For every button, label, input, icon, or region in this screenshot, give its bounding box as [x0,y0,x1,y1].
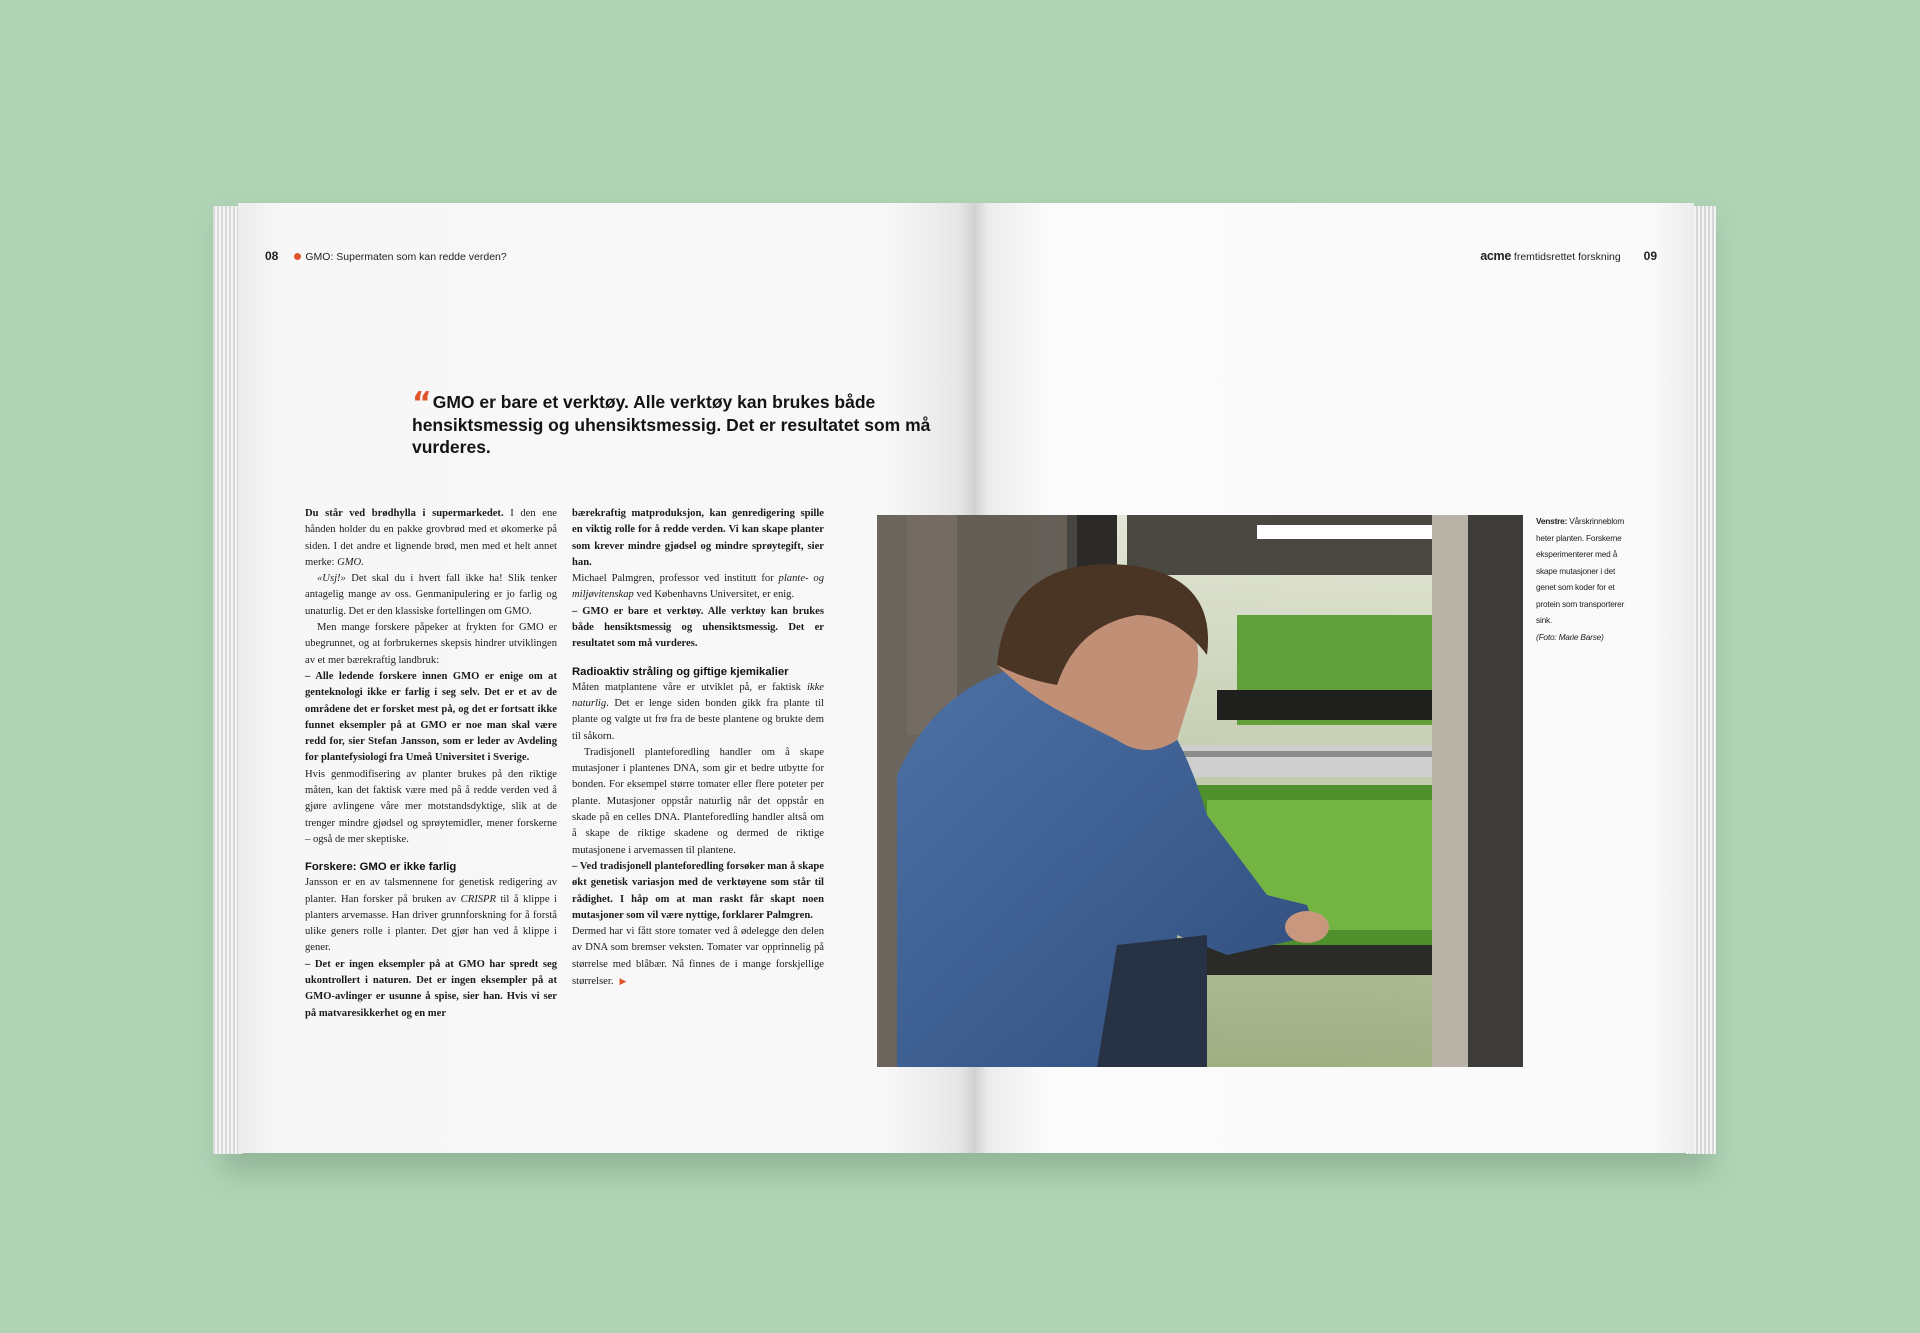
paragraph [572,571,824,604]
emphasis-text: plante- og miljøvitenskap [572,573,825,601]
paragraph: Men mange forskere påpeker at frykten for GMO er ubegrunnet, og at forbrukernes skepsis hindrer utviklingen av et mer bærekraftig landbruk: [305,622,557,666]
quote-text: – Ved tradisjonell planteforedling forsøker man å skape økt genetisk variasjon med de verktøyene som står til rådighet. I håp om at man raskt får skapt noen mutasjoner som vil være nyttige, forklarer Palmgren. [572,860,824,921]
caption-credit: (Foto: Marie Barse) [1536,631,1604,642]
quote-text: – Det er ingen eksempler på at GMO har spredt seg ukontrollert i naturen. Det er ingen eksempler på at GMO-avlinger er usunne å spise, sier han. Hvis vi ser på matvaresikkerhet og en mer [305,958,557,1019]
paragraph: Hvis genmodifisering av planter brukes på den riktige måten, kan det faktisk være med på å redde verden ved å gjøre avlingene våre mer motstandsdyktige, slik at de trenger mindre gjødsel og sprøytemidler, mener forskerne – også de mer skeptiske. [305,768,557,845]
left-page [238,203,974,1153]
emphasis-text: «Usj!» [317,573,346,585]
body-text: . Det er lenge siden bonden gikk fra plante til plante og valgte ut frø fra de beste plantene og brukte dem til såkorn. [572,697,824,742]
paragraph [305,669,557,767]
emphasis-text: CRISPR [460,893,496,905]
quote-text: – GMO er bare et verktøy. Alle verktøy kan brukes både hensiktsmessig og uhensiktsmessig. Det er resultatet som må vurderes. [572,605,824,650]
paragraph [572,604,824,653]
pull-quote-text: GMO er bare et verktøy. Alle verktøy kan brukes både hensiktsmessig og uhensiktsmessig. Det er resultatet som må vurderes. [412,392,931,457]
body-text: ved Københavns Universitet, er enig. [633,589,795,601]
emphasis-text: ikke naturlig [572,681,824,709]
paragraph [305,957,557,1022]
body-text: Måten matplantene våre er utviklet på, er faktisk [572,681,807,693]
body-text: til å klippe i planters arvemasse. Han driver grunnforskning for å forstå ulike geners rolle i planter. Det gjør han ved å klippe i gener. [305,893,557,954]
body-text: Jansson er en av talsmennene for genetisk redigering av planter. Han forsker på bruken av [305,877,557,905]
scientist-with-plants-image [877,515,1523,1067]
left-running-head [265,249,507,263]
bullet-dot-icon [294,253,301,260]
paragraph: Tradisjonell planteforedling handler om å skape mutasjoner i plantenes DNA, som gir et bedre utbytte for bonden. For eksempel større tomater eller flere poteter per plante. Mutasjoner oppstår naturlig når det oppstår en skade på en celles DNA. Planteforedling handler altså om å skape de riktige skadene og dermed de riktige mutasjonene i arvemassen til plantene. [572,746,824,856]
left-page-number: 08 [265,249,279,263]
paragraph [572,506,824,571]
pull-quote [412,386,932,459]
quote-text: bærekraftig matproduksjon, kan genredigering spille en viktig rolle for å redde verden. Vi kan skape planter som krever mindre gjødsel og mindre sprøytegift, sier han. [572,508,824,568]
brand-logo: acme [1480,249,1511,263]
paragraph [305,506,557,571]
paragraph [572,859,824,924]
body-text: Michael Palmgren, professor ved institutt for [572,573,779,585]
lead-text: Du står ved brødhylla i supermarkedet. [305,508,504,519]
subheading: Forskere: GMO er ikke farlig [305,861,457,874]
body-text: Det skal du i hvert fall ikke ha! Slik tenker antagelig mange av oss. Genmanipulering er jo farlig og unaturlig. Det er den klassiske fortellingen om GMO. [305,573,557,617]
photo-caption [1536,513,1632,645]
quote-mark-icon: “ [412,386,429,421]
subheading: Radioaktiv stråling og giftige kjemikalier [572,665,789,678]
quote-text: – Alle ledende forskere innen GMO er enige om at genteknologi ikke er farlig i seg selv. Det er et av de områdene det er forsket mest på, og det er fortsatt ikke funnet eksempler på at GMO er noe man skal være redd for, sier Stefan Jansson, som er leder av Avdeling for plantefysiologi fra Umeå Universitet i Sverige. [305,670,557,764]
paragraph [305,875,557,956]
paragraph [572,680,824,745]
caption-text: Vårskrinneblom heter planten. Forskerne eksperimenterer med å skape mutasjoner i det genet som koder for et protein som transporterer sink. [1536,516,1625,625]
article-column-2 [572,506,824,990]
end-mark-icon: ▶ [619,976,627,987]
brand-tagline: fremtidsrettet forskning [1513,251,1621,263]
caption-label: Venstre: [1536,516,1568,526]
right-running-head [1480,249,1657,263]
right-page-number: 09 [1643,249,1657,263]
body-text: Dermed har vi fått store tomater ved å ødelegge den delen av DNA som bremser veksten. Tomater var opprinnelig på størrelse med blåbær. Nå finnes de i mange forskjellige størrelser. [572,926,824,988]
body-text: I den ene hånden holder du en pakke grovbrød med et økomerke på siden. I det andre et lignende brød, men med et helt annet merke: [305,508,557,568]
section-title: GMO: Supermaten som kan redde verden? [305,251,507,263]
paragraph [305,571,557,620]
article-column-1 [305,506,557,1022]
article-photo [877,515,1523,1067]
paragraph [572,924,824,990]
emphasis-text: GMO. [337,556,364,568]
